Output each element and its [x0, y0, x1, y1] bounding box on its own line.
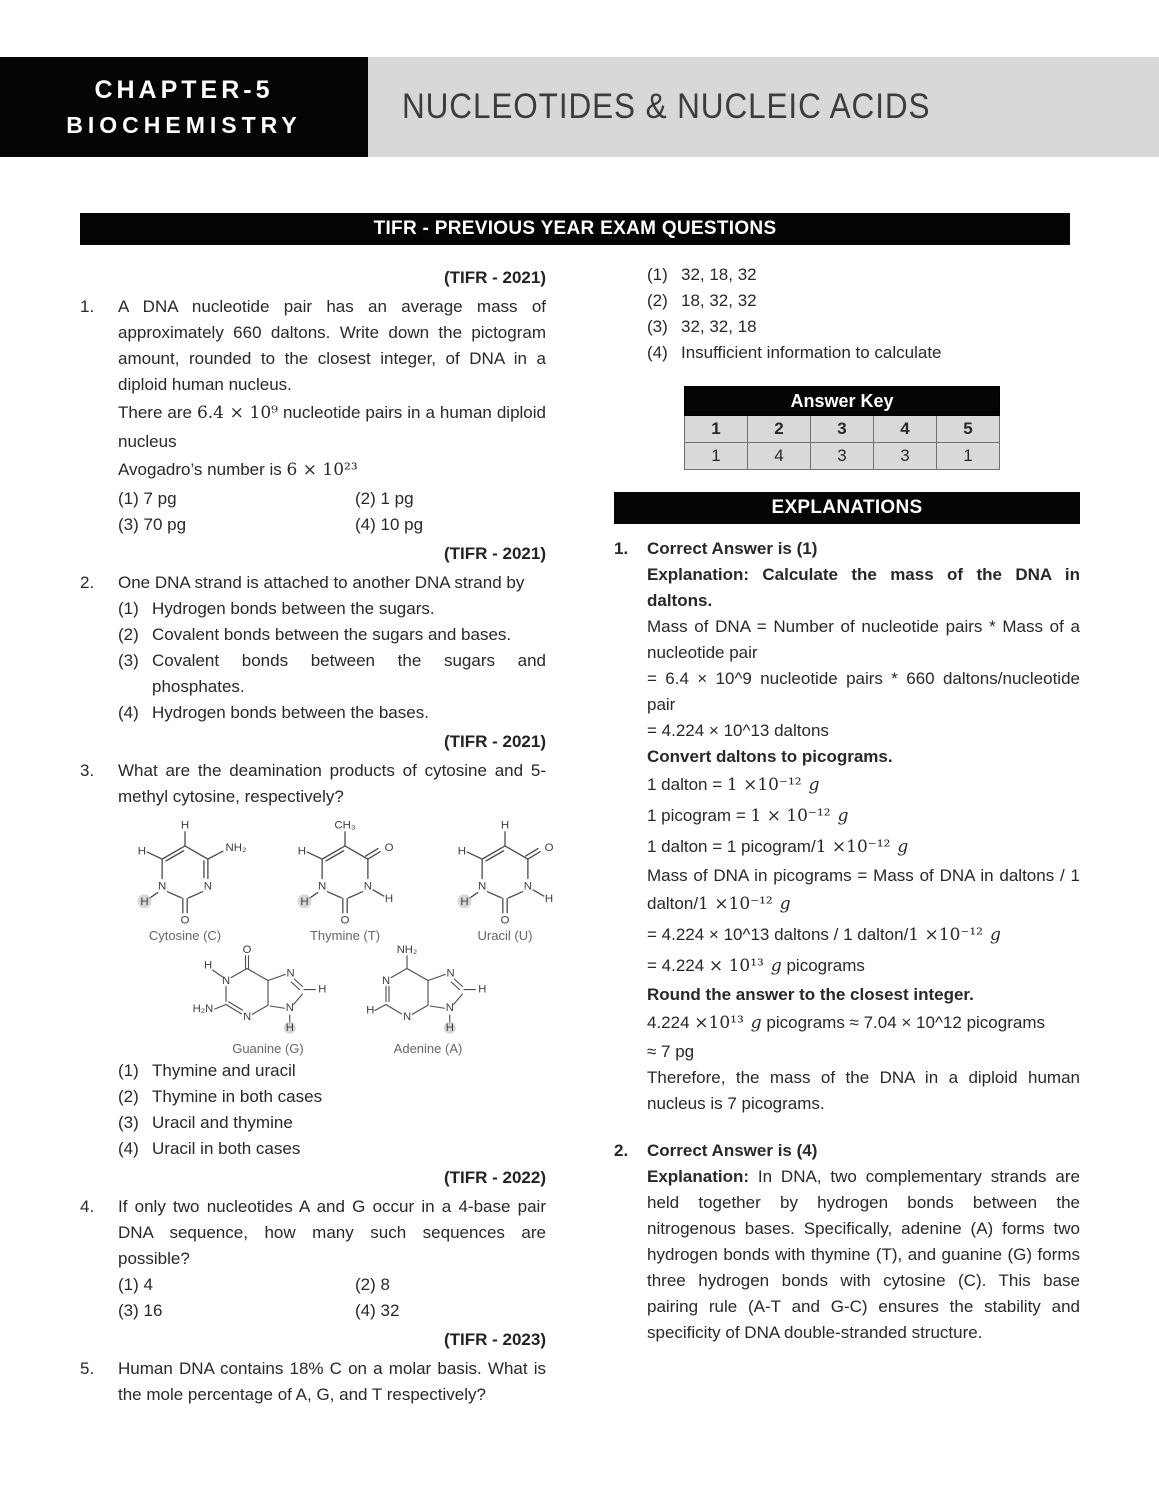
paragraph	[647, 614, 1080, 666]
segment-m: 1 ×10⁻¹²	[815, 837, 891, 857]
atom-label: N	[402, 1010, 412, 1023]
option-marker: (4)	[118, 1139, 139, 1159]
segment: Thymine in both cases	[152, 1087, 323, 1107]
atom-label: O	[544, 842, 554, 855]
option-row	[118, 1058, 546, 1084]
segment: Mass of DNA = Number of nucleotide pairs * Mass of a nucleotide pair	[647, 617, 1080, 662]
exam-year-tag: (TIFR - 2021)	[443, 732, 546, 751]
atom-label: H	[203, 959, 213, 972]
item-number: 2.	[614, 1141, 629, 1160]
atom-label: N	[445, 1001, 454, 1014]
option-cell: (3) 16	[118, 1301, 163, 1321]
option-row	[118, 700, 546, 726]
option-marker: (1)	[647, 265, 668, 284]
paragraph	[647, 832, 1080, 863]
answer-key-a: 1	[685, 443, 748, 470]
answer-key-q: 4	[874, 416, 937, 443]
segment-m: 6 × 10²³	[286, 460, 358, 480]
atom-label: N	[286, 967, 295, 980]
atom-label: H	[318, 983, 327, 996]
atom-label: H	[544, 893, 554, 906]
answer-key-q: 5	[937, 416, 1000, 443]
question-item	[80, 294, 546, 398]
exam-year-tag: (TIFR - 2021)	[443, 268, 546, 287]
segment-m: 1 ×10⁻¹²	[908, 925, 983, 945]
answer-key-a: 3	[874, 443, 937, 470]
question-item	[614, 1138, 1080, 1164]
paragraph	[647, 1008, 1080, 1039]
segment-mi: g	[837, 806, 849, 826]
question5-options-block	[614, 262, 1080, 366]
paragraph	[647, 718, 1080, 744]
spacer	[614, 1117, 1080, 1135]
segment: picograms	[781, 956, 865, 975]
segment: nucleotide pairs in a human diploid nucleus	[118, 403, 546, 451]
atom-label: N	[317, 880, 327, 893]
segment: 4.224	[647, 1013, 695, 1032]
chapter-number: CHAPTER-5	[94, 75, 274, 104]
segment: Covalent bonds between the sugars and phosphates.	[152, 651, 546, 696]
option-cell: (1) 7 pg	[118, 489, 177, 508]
segment: Uracil in both cases	[152, 1139, 301, 1159]
segment-mi: g	[750, 1013, 762, 1033]
option-marker: (2)	[118, 625, 139, 644]
segment: = 4.224	[647, 956, 709, 975]
question-item	[80, 570, 546, 596]
answer-key-q: 1	[685, 416, 748, 443]
segment: Hydrogen bonds between the sugars.	[152, 599, 435, 618]
question-item	[614, 536, 1080, 562]
answer-key-a: 3	[811, 443, 874, 470]
questions-block-2	[80, 1058, 546, 1408]
paragraph	[118, 455, 546, 486]
adenine-cell	[353, 943, 503, 1057]
atom-label: H	[445, 1021, 454, 1034]
option-row	[647, 314, 1080, 340]
atom-label: N	[446, 967, 455, 980]
paragraph	[118, 398, 546, 455]
atom-label: H	[285, 1021, 294, 1034]
item-number: 5.	[80, 1359, 95, 1379]
cytosine-structure	[119, 816, 251, 927]
segment: ≈ 7 pg	[647, 1042, 695, 1061]
atom-label: H	[478, 983, 487, 996]
item-number: 2.	[80, 573, 95, 592]
segment-b: Explanation: Calculate the mass of the DNA in daltons.	[647, 565, 1080, 610]
chapter-subject: BIOCHEMISTRY	[66, 111, 302, 138]
structure-label: Adenine (A)	[393, 1041, 463, 1057]
segment-m: × 10¹³	[708, 956, 764, 976]
purines-row	[193, 943, 546, 1057]
explanations-block	[614, 536, 1080, 1346]
segment: Covalent bonds between the sugars and bases.	[152, 625, 512, 644]
option-marker: (2)	[647, 291, 668, 310]
option-cell: (4) 32	[355, 1301, 400, 1321]
title-band	[368, 57, 1159, 157]
option-marker: (3)	[647, 317, 668, 336]
option-row	[118, 1136, 546, 1162]
option-marker: (1)	[118, 599, 139, 618]
atom-label: N	[157, 880, 167, 893]
option-row	[647, 262, 1080, 288]
adenine-structure	[353, 943, 503, 1041]
atom-label: H	[460, 895, 469, 908]
segment: 18, 32, 32	[681, 291, 757, 310]
questions-column	[80, 262, 554, 1408]
option-row	[647, 340, 1080, 366]
option-marker: (2)	[118, 1087, 139, 1107]
segment: Thymine and uracil	[152, 1061, 296, 1081]
atom-label: H₂N	[193, 1002, 214, 1015]
segment-mi: g	[808, 775, 820, 795]
segment-m: 1 ×10⁻¹²	[698, 894, 773, 914]
chapter-box	[0, 57, 368, 157]
atom-label: H	[137, 845, 147, 858]
segment: If only two nucleotides A and G occur in a 4-base pair DNA sequence, how many such sequences are possible?	[118, 1197, 546, 1269]
atom-label: N	[523, 880, 533, 893]
thymine-structure	[279, 816, 411, 927]
atom-label: O	[180, 914, 190, 927]
atom-label: N	[381, 974, 391, 987]
option-cell: (2) 1 pg	[355, 489, 414, 508]
question-item	[80, 758, 546, 810]
segment: What are the deamination products of cytosine and 5-methyl cytosine, respectively?	[118, 761, 546, 806]
answer-key-table	[684, 386, 1000, 470]
exam-year-tag: (TIFR - 2023)	[443, 1330, 546, 1350]
page-title: NUCLEOTIDES & NUCLEIC ACIDS	[402, 87, 931, 126]
option-marker: (3)	[118, 1113, 139, 1133]
paragraph	[647, 562, 1080, 614]
section-bar: TIFR - PREVIOUS YEAR EXAM QUESTIONS	[80, 213, 1070, 245]
option-row	[118, 1084, 546, 1110]
segment: = 4.224 × 10^13 daltons / 1 dalton/	[647, 925, 909, 944]
structure-label: Cytosine (C)	[148, 927, 222, 943]
nucleobase-structures-figure	[80, 816, 554, 1057]
atom-label: H	[457, 845, 467, 858]
segment: = 4.224 × 10^13 daltons	[647, 721, 829, 740]
atom-label: H	[180, 819, 190, 832]
segment: Avogadro’s number is	[118, 460, 287, 479]
atom-label: O	[384, 842, 394, 855]
atom-label: O	[500, 914, 510, 927]
segment: Mass of DNA in picograms = Mass of DNA in daltons / 1 dalton/	[647, 866, 1080, 913]
atom-label: N	[221, 974, 231, 987]
answer-key-q: 3	[811, 416, 874, 443]
page-header	[0, 57, 1159, 157]
segment-mi: g	[897, 837, 909, 857]
atom-label: O	[340, 914, 350, 927]
segment-m: 1 × 10⁻¹²	[750, 806, 831, 826]
paragraph	[647, 666, 1080, 718]
guanine-structure	[193, 943, 343, 1041]
pyrimidines-row	[119, 816, 554, 943]
paragraph	[647, 863, 1080, 920]
option-two-col-row	[118, 1272, 546, 1298]
option-cell: (3) 70 pg	[118, 515, 187, 534]
segment-b: Round the answer to the closest integer.	[647, 985, 974, 1004]
atom-label: N	[285, 1001, 294, 1014]
atom-label: H	[366, 1004, 375, 1017]
atom-label: H	[140, 895, 149, 908]
option-marker: (1)	[118, 1061, 139, 1081]
segment-m: 1 ×10⁻¹²	[726, 775, 802, 795]
explanations-bar: EXPLANATIONS	[614, 492, 1080, 524]
answers-column	[614, 262, 1080, 1346]
paragraph	[647, 982, 1080, 1008]
segment-b: Correct Answer is (4)	[647, 1141, 818, 1160]
segment: In DNA, two complementary strands are held together by hydrogen bonds between the nitrogenous bases. Specifically, adenine (A) forms two hydrogen bonds with thymine (T), and guanine (G) forms three hydrogen bonds with cytosine (C). This base pairing rule (A-T and G-C) ensures the stability and specificity of DNA double-stranded structure.	[647, 1167, 1080, 1342]
atom-label: N	[203, 880, 213, 893]
exam-year-tag: (TIFR - 2021)	[443, 544, 546, 563]
segment-m: 6.4 × 10⁹	[196, 403, 278, 423]
segment: 1 dalton =	[647, 775, 727, 794]
segment: There are	[118, 403, 197, 422]
segment: 32, 18, 32	[681, 265, 757, 284]
segment: A DNA nucleotide pair has an average mass of approximately 660 daltons. Write down the pictogram amount, rounded to the closest integer, of DNA in a diploid human nucleus.	[118, 297, 546, 394]
option-marker: (4)	[647, 343, 668, 362]
item-number: 3.	[80, 761, 95, 780]
segment: 32, 32, 18	[681, 317, 757, 336]
uracil-cell	[439, 816, 571, 943]
questions-block-1	[80, 265, 546, 810]
answer-key-title: Answer Key	[685, 387, 1000, 416]
segment-m: ×10¹³	[694, 1013, 744, 1033]
option-two-col-row	[118, 486, 546, 512]
paragraph	[647, 801, 1080, 832]
atom-label: N	[477, 880, 487, 893]
segment-mi: g	[990, 925, 1001, 945]
answer-key-a: 4	[748, 443, 811, 470]
segment: One DNA strand is attached to another DNA strand by	[118, 573, 525, 592]
atom-label: N	[363, 880, 373, 893]
question-item	[80, 1194, 546, 1272]
paragraph	[647, 1039, 1080, 1065]
atom-label: H	[500, 819, 510, 832]
answer-key-q: 2	[748, 416, 811, 443]
paragraph	[647, 1164, 1080, 1346]
segment: = 6.4 × 10^9 nucleotide pairs * 660 daltons/nucleotide pair	[647, 669, 1080, 714]
option-marker: (4)	[118, 703, 139, 722]
answer-key-a: 1	[937, 443, 1000, 470]
exam-year-tag: (TIFR - 2022)	[443, 1168, 546, 1188]
thymine-cell	[279, 816, 411, 943]
atom-label: H	[300, 895, 309, 908]
paragraph	[647, 920, 1080, 951]
segment: Insufficient information to calculate	[681, 343, 942, 362]
segment: Human DNA contains 18% C on a molar basis. What is the mole percentage of A, G, and T respectively?	[118, 1359, 546, 1405]
atom-label: H	[297, 845, 307, 858]
answer-key-answer-row	[685, 443, 1000, 470]
option-row	[118, 622, 546, 648]
atom-label: N	[242, 1010, 252, 1023]
paragraph	[647, 951, 1080, 982]
segment: Uracil and thymine	[152, 1113, 293, 1133]
item-number: 1.	[614, 539, 629, 558]
answer-key-question-row	[685, 416, 1000, 443]
structure-label: Guanine (G)	[232, 1041, 304, 1057]
segment-b: Explanation:	[647, 1167, 758, 1186]
uracil-structure	[439, 816, 571, 927]
paragraph	[647, 770, 1080, 801]
segment: 1 dalton = 1 picogram/	[647, 837, 816, 856]
segment: picograms ≈ 7.04 × 10^12 picograms	[761, 1013, 1045, 1032]
option-row	[647, 288, 1080, 314]
option-marker: (3)	[118, 651, 139, 670]
segment: Hydrogen bonds between the bases.	[152, 703, 429, 722]
structure-label: Uracil (U)	[477, 927, 533, 943]
option-row	[118, 1110, 546, 1136]
item-number: 4.	[80, 1197, 95, 1217]
paragraph	[647, 1065, 1080, 1117]
structure-label: Thymine (T)	[309, 927, 381, 943]
cytosine-cell	[119, 816, 251, 943]
item-number: 1.	[80, 297, 95, 316]
option-cell: (4) 10 pg	[355, 515, 424, 534]
paragraph	[647, 744, 1080, 770]
option-cell: (2) 8	[355, 1275, 390, 1295]
option-row	[118, 648, 546, 700]
guanine-cell	[193, 943, 343, 1057]
segment-b: Correct Answer is (1)	[647, 539, 818, 558]
segment: 1 picogram =	[647, 806, 751, 825]
option-row	[118, 596, 546, 622]
atom-label: CH₃	[334, 819, 356, 832]
option-cell: (1) 4	[118, 1275, 153, 1295]
atom-label: NH₂	[396, 943, 418, 956]
atom-label: H	[384, 893, 394, 906]
segment-mi: g	[779, 894, 791, 914]
option-two-col-row	[118, 1298, 546, 1324]
segment-mi: g	[770, 956, 782, 976]
segment: Therefore, the mass of the DNA in a diploid human nucleus is 7 picograms.	[647, 1068, 1080, 1113]
question-item	[80, 1356, 546, 1408]
segment-b: Convert daltons to picograms.	[647, 747, 893, 766]
option-two-col-row	[118, 512, 546, 538]
atom-label: NH₂	[225, 842, 247, 855]
atom-label: O	[242, 943, 252, 956]
